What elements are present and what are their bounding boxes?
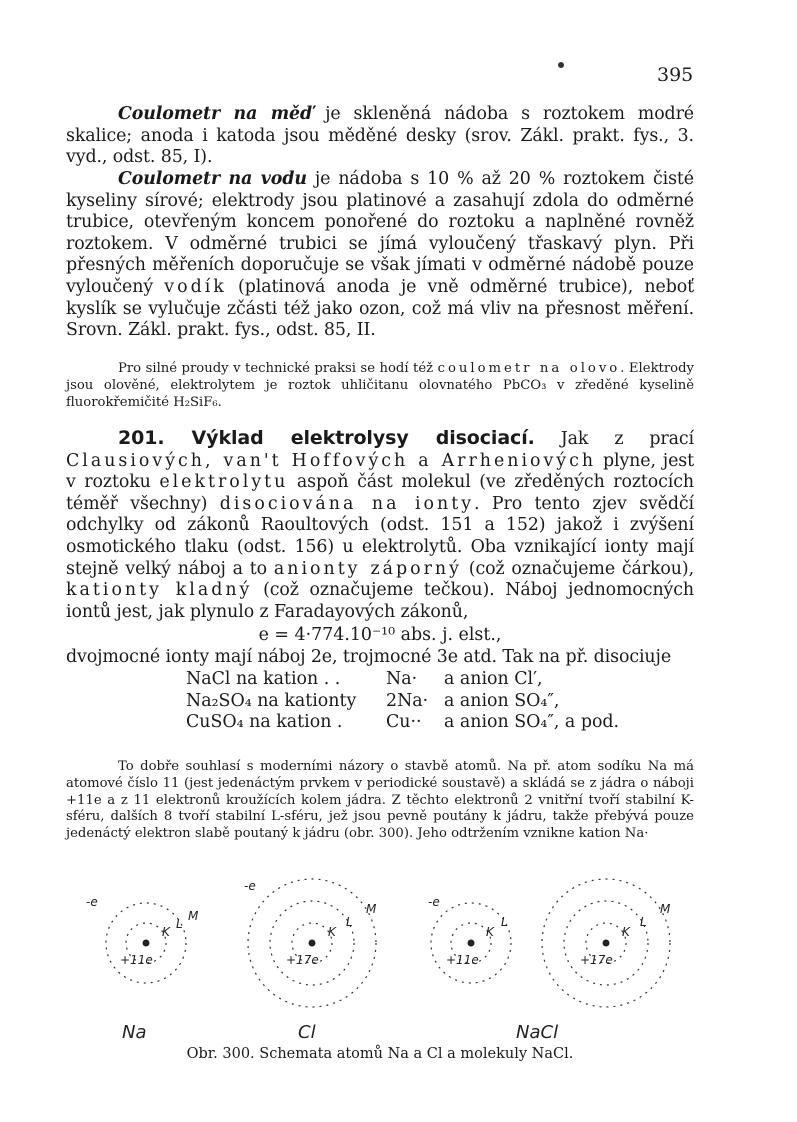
- nacl-cl-l-label: L: [640, 915, 647, 929]
- print-speck: [558, 62, 564, 68]
- label-na: Na: [122, 1022, 147, 1043]
- section-201: [66, 428, 694, 734]
- emphasis-cations: kationty kladný: [66, 580, 253, 601]
- na-k-label: K: [162, 925, 170, 939]
- dissociation-row: [66, 669, 694, 691]
- section-text: aspoň část molekul (ve zředěných roztocích téměř všechny): [66, 472, 694, 514]
- nacl-na-k-label: K: [486, 925, 494, 939]
- nacl-cl-m-label: M: [660, 902, 671, 916]
- anion: a anion SO₄″,: [444, 690, 560, 711]
- note-text: . Elektrody jsou olověné, elektrolytem je roztok uhličitanu olovnatého PbCO₃ v zředěné kyselině fluorokřemičité H₂SiF₆.: [66, 361, 694, 410]
- note-lead-coulometer: [66, 361, 694, 411]
- section-text: (což označujeme čárkou),: [461, 558, 694, 579]
- na-m-label: M: [188, 909, 199, 923]
- charge-formula: e = 4·774.10⁻¹⁰ abs. j. elst.,: [258, 625, 502, 646]
- cl-electron-label: -e: [244, 879, 256, 893]
- emphasis-lead-coulometer: coulometr na olovo: [437, 361, 621, 376]
- cl-m-label: M: [366, 902, 377, 916]
- nacl-electron-label: -e: [428, 895, 440, 909]
- paragraph-coulometer-copper: [66, 104, 694, 169]
- paragraph-text: (platinová anoda je vně odměrné trubice), neboť kyslík se vylučuje zčásti též jako ozon, což má vliv na přesnost měření. Srovn. Zákl. prakt. fys., odst. 85, II.: [66, 276, 694, 341]
- na-nucleus-label: +11e: [120, 953, 153, 967]
- section-heading: 201. Výklad elektrolysy disociací.: [118, 427, 535, 449]
- nacl-cl-k-label: K: [622, 925, 630, 939]
- paragraph-coulometer-water: [66, 169, 694, 342]
- section-text: Jak z prací: [534, 429, 694, 449]
- nacl-cl-nucleus: [603, 940, 610, 947]
- section-text: plyne, jest v roztoku: [66, 450, 694, 493]
- cl-nucleus-label: +17e: [286, 953, 319, 967]
- after-formula-text: dvojmocné ionty mají náboj 2e, trojmocné 3e atd. Tak na př. disociuje: [66, 647, 672, 668]
- section-text: (což označujeme tečkou). Náboj jednomocných iontů jest, jak plynulo z Faradayových zákonů,: [66, 580, 695, 622]
- paragraph-text: je nádoba s 10 % až 20 % roztokem čisté kyseliny sírové; elektrody jsou platinové a zasahují zdola do odměrné trubice, otevřeným koncem ponořené do roztoku a naplněné rovněž roztokem. V odměrné trubici se jímá vyloučený třaskavý plyn. Při přesných měřeních doporučuje se však jímati v odměrné nádobě pouze vyloučený: [66, 169, 695, 297]
- note-text: To dobře souhlasí s moderními názory o stavbě atomů. Na př. atom sodíku Na má atomové číslo 11 (jest jedenáctým prvkem v periodické soustavě) a skládá se z jádra o náboji +11e a z 11 elektronů kroužících kolem jádra. Z těchto elektronů 2 vnitřní tvoří stabilní K-sféru, dalších 8 tvoří stabilní L-sféru, jež jsou pevně poutány k jádru, takže přebývá pouze jedenáctý elektron slabě poutaný k jádru (obr. 300). Jeho odtržením vznikne kation Na·: [66, 759, 694, 842]
- emphasis-ions: disociována na ionty: [219, 493, 475, 514]
- label-cl: Cl: [298, 1022, 316, 1043]
- dissociation-row: [66, 691, 694, 713]
- anion: a anion SO₄″, a pod.: [444, 712, 620, 733]
- cation: 2Na·: [386, 690, 429, 711]
- cation: Cu··: [386, 712, 422, 733]
- paragraph-text: je skleněná nádoba s roztokem modré skalice; anoda i katoda jsou měděné desky (srov. Zákl. prakt. fys., 3. vyd., odst. 85, I).: [66, 104, 694, 168]
- emphasis-authors: Clausiových, van't Hoffových a Arrheniových: [66, 450, 597, 471]
- atom-diagram: [66, 868, 706, 1048]
- note-text: Pro silné proudy v technické praksi se hodí též: [118, 361, 438, 376]
- dissociation-row: [66, 712, 694, 734]
- nacl-na-nucleus-label: +11e: [446, 953, 479, 967]
- cl-l-label: L: [346, 915, 353, 929]
- compound: NaCl na kation . .: [186, 668, 341, 689]
- compound: CuSO₄ na kation .: [186, 712, 343, 733]
- section-text: . Pro tento zjev svědčí odchylky od zákonů Raoultových (odst. 151 a 152) jakož i zvýšení osmotického tlaku (odst. 156) u elektrolytů. Oba vznikající ionty mají stejně velký náboj a to: [66, 493, 694, 579]
- na-electron-label: -e: [86, 895, 98, 909]
- note-atom-structure: [66, 759, 694, 843]
- label-nacl: NaCl: [516, 1022, 559, 1043]
- compound: Na₂SO₄ na kationty: [186, 690, 357, 711]
- cation: Na·: [386, 668, 418, 689]
- figure-caption: Obr. 300. Schemata atomů Na a Cl a molekuly NaCl.: [186, 1046, 574, 1062]
- cl-k-label: K: [328, 925, 336, 939]
- emphasis-anions: anionty záporný: [273, 558, 462, 579]
- term-coulometer-water: Coulometr na vodu: [118, 169, 307, 189]
- dissociation-list: [66, 669, 694, 734]
- na-nucleus: [143, 940, 150, 947]
- na-l-label: L: [176, 917, 183, 931]
- nacl-na-l-label: L: [501, 915, 508, 929]
- figure-atom-schemata: [66, 868, 706, 1058]
- emphasis-electrolyte: elektrolytu: [159, 472, 289, 493]
- page-number: 395: [657, 64, 694, 86]
- nacl-na-nucleus: [468, 940, 475, 947]
- emphasis-hydrogen: vodík: [164, 276, 227, 297]
- nacl-cl-nucleus-label: +17e: [580, 953, 613, 967]
- cl-nucleus: [309, 940, 316, 947]
- anion: a anion Cl′,: [444, 668, 543, 689]
- term-coulometer-copper: Coulometr na měď: [118, 104, 313, 124]
